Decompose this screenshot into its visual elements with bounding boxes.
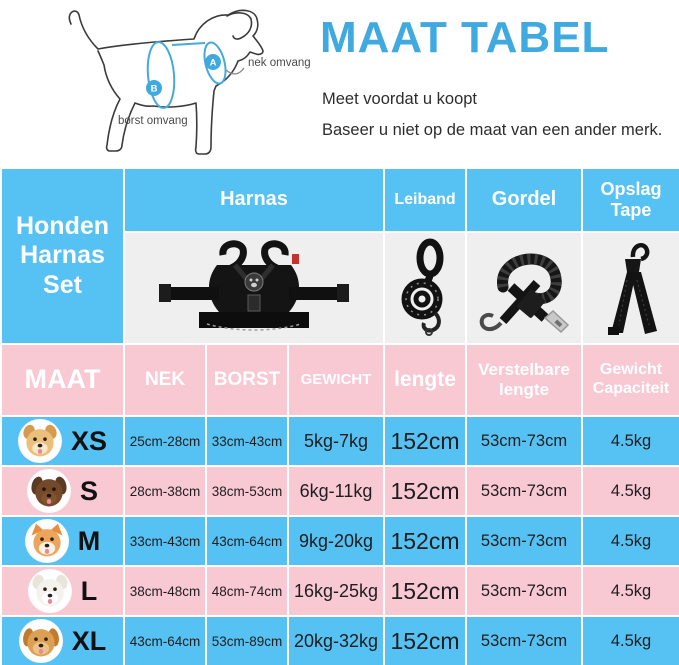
xl-borst-value: 53cm-89cm: [207, 617, 287, 665]
xl-gewicht-value: 20kg-32kg: [289, 617, 383, 665]
storage-tape-illustration: [583, 235, 679, 341]
m-gewicht-capaciteit-value: 4.5kg: [583, 517, 679, 565]
table-row-xs-size: [2, 417, 123, 465]
pomeranian-dog-icon: [20, 421, 60, 461]
l-gewicht-value: 16kg-25kg: [289, 567, 383, 615]
storage-tape-image: [583, 233, 679, 343]
xs-borst-value: 33cm-43cm: [207, 417, 287, 465]
table-row-m-size: [2, 517, 123, 565]
l-lengte-value: 152cm: [385, 567, 465, 615]
l-verstelbare-lengte-value: 53cm-73cm: [467, 567, 581, 615]
l-borst-value: 48cm-74cm: [207, 567, 287, 615]
subtitle-line1: Meet voordat u koopt: [322, 90, 478, 108]
harness-straps-lines: [145, 40, 229, 109]
poodle-dog-icon: [29, 471, 69, 511]
header-gordel: Gordel: [467, 169, 581, 231]
col-header-gewicht-capaciteit: Gewicht Capaciteit: [583, 345, 679, 415]
size-table: [0, 169, 679, 665]
xs-gewicht-capaciteit-value: 4.5kg: [583, 417, 679, 465]
s-gewicht-value: 6kg-11kg: [289, 467, 383, 515]
col-header-maat: MAAT: [2, 345, 123, 415]
seatbelt-tether-image: [467, 233, 581, 343]
dog-measurement-diagram: [8, 2, 320, 164]
s-nek-value: 28cm-38cm: [125, 467, 205, 515]
seatbelt-illustration: [467, 235, 581, 341]
shiba-dog-icon: [27, 521, 67, 561]
s-verstelbare-lengte-value: 53cm-73cm: [467, 467, 581, 515]
neck-measure-label: nek omvang: [248, 57, 311, 69]
s-lengte-value: 152cm: [385, 467, 465, 515]
s-borst-value: 38cm-53cm: [207, 467, 287, 515]
point-b-label: B: [150, 83, 158, 95]
s-gewicht-capaciteit-value: 4.5kg: [583, 467, 679, 515]
col-header-borst: BORST: [207, 345, 287, 415]
xl-gewicht-capaciteit-value: 4.5kg: [583, 617, 679, 665]
xs-verstelbare-lengte-value: 53cm-73cm: [467, 417, 581, 465]
table-row-l-size: [2, 567, 123, 615]
chest-measure-label: borst omvang: [118, 115, 188, 127]
size-label: XL: [71, 625, 107, 656]
col-header-nek: NEK: [125, 345, 205, 415]
col-header-lengte: lengte: [385, 345, 465, 415]
dog-photo-xl: [19, 619, 63, 663]
dog-photo-xs: [18, 419, 62, 463]
xs-lengte-value: 152cm: [385, 417, 465, 465]
xl-nek-value: 43cm-64cm: [125, 617, 205, 665]
size-label: L: [80, 575, 98, 606]
xl-lengte-value: 152cm: [385, 617, 465, 665]
table-row-xl-size: [2, 617, 123, 665]
harness-illustration: [125, 235, 383, 341]
m-borst-value: 43cm-64cm: [207, 517, 287, 565]
dog-outline: [69, 10, 263, 154]
size-label: M: [77, 525, 101, 556]
col-header-verstelbare-lengte: Verstelbare lengte: [467, 345, 581, 415]
samoyed-dog-icon: [30, 571, 70, 611]
harness-image: [125, 233, 383, 343]
point-a-label: A: [209, 57, 217, 69]
m-gewicht-value: 9kg-20kg: [289, 517, 383, 565]
set-title-cell: Honden Harnas Set: [2, 169, 123, 343]
golden-retriever-dog-icon: [21, 621, 61, 661]
xl-verstelbare-lengte-value: 53cm-73cm: [467, 617, 581, 665]
leash-illustration: [385, 235, 465, 341]
m-verstelbare-lengte-value: 53cm-73cm: [467, 517, 581, 565]
m-lengte-value: 152cm: [385, 517, 465, 565]
l-nek-value: 38cm-48cm: [125, 567, 205, 615]
leash-image: [385, 233, 465, 343]
size-label: XS: [70, 425, 108, 456]
header-leiband: Leiband: [385, 169, 465, 231]
header-opslag-tape: Opslag Tape: [583, 169, 679, 231]
xs-gewicht-value: 5kg-7kg: [289, 417, 383, 465]
header-harnas: Harnas: [125, 169, 383, 231]
xs-nek-value: 25cm-28cm: [125, 417, 205, 465]
dog-photo-l: [28, 569, 72, 613]
table-row-s-size: [2, 467, 123, 515]
page-title: MAAT TABEL: [320, 13, 610, 62]
size-label: S: [79, 475, 98, 506]
dog-photo-m: [25, 519, 69, 563]
col-header-gewicht: GEWICHT: [289, 345, 383, 415]
l-gewicht-capaciteit-value: 4.5kg: [583, 567, 679, 615]
subtitle-line2: Baseer u niet op de maat van een ander merk.: [322, 121, 663, 139]
m-nek-value: 33cm-43cm: [125, 517, 205, 565]
dog-photo-s: [27, 469, 71, 513]
